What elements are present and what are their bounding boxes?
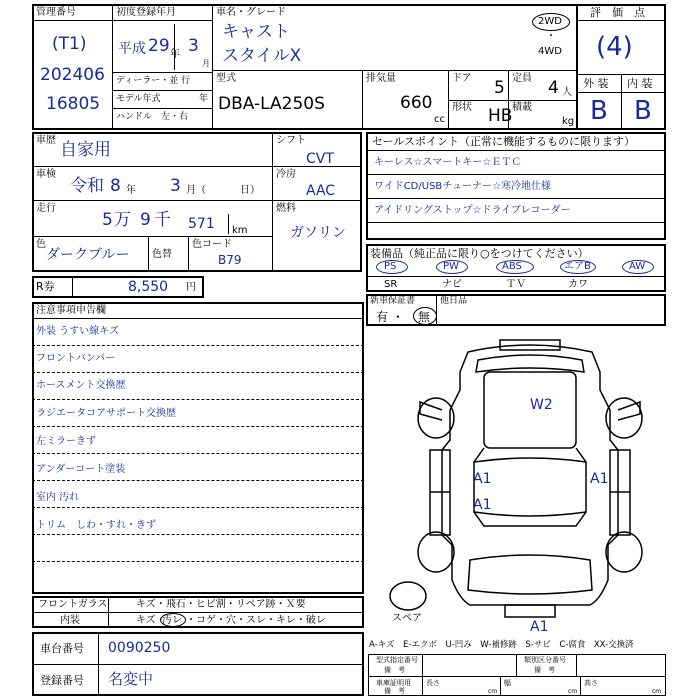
kanri-num1: 202406 <box>40 65 105 85</box>
kanri-code: (T1) <box>52 34 87 54</box>
model-year-label: モデル年式 <box>116 94 161 104</box>
interior-options-after: ・コゲ・穴・スレ・キレ・破レ <box>186 615 326 626</box>
glass-options: キズ・飛石・ヒビ割・リペア跡・Ｘ要 <box>136 599 306 610</box>
hyoka-label: 評 価 点 <box>590 6 645 19</box>
sales-line-3: アイドリングストップ☆ドライブレコーダー <box>374 205 571 216</box>
haiki-unit: cc <box>434 114 445 125</box>
car-name: キャスト <box>222 22 290 42</box>
shaken-month-unit: 月（ <box>186 185 206 196</box>
gaiso: B <box>590 96 608 126</box>
bikou-3: 備 考 <box>384 687 405 695</box>
model-year-unit: 年 <box>199 94 209 104</box>
note-line-4: ラジエータコアサポート交換歴 <box>36 408 176 419</box>
shaken-year-unit: 年 <box>126 185 136 196</box>
katashiki-label: 型式 <box>216 73 236 84</box>
color-label: 色 <box>36 239 46 250</box>
sales-line-1: キーレス☆スマートキー☆ＥＴＣ <box>374 157 522 168</box>
eq-sr: SR <box>384 279 398 290</box>
note-line-5: 左ミラーきず <box>36 436 96 447</box>
equipment-title: 装備品（純正品に限り○をつけてください） <box>370 247 589 260</box>
first-reg-era: 平成 <box>118 41 146 57</box>
color: ダークブルー <box>46 247 130 263</box>
damage-a1-bottom: A1 <box>530 619 549 635</box>
man-unit: 万 <box>114 210 131 230</box>
note-line-6: アンダーコート塗装 <box>36 464 126 475</box>
notes-title: 注意事項申告欄 <box>36 305 106 316</box>
damage-legend: A-キズ E-エクボ U-凹み W-補修跡 S-サビ C-腐食 XX-交換済 <box>369 640 634 650</box>
interior-label: 内装 <box>60 615 80 626</box>
shaken-month: 3 <box>170 176 181 196</box>
eq-airb: エアB <box>564 261 591 272</box>
type-label-2: 類別区分番号 <box>524 656 566 664</box>
damage-a1-right: A1 <box>590 471 609 487</box>
year-unit: 年 <box>170 49 180 60</box>
note-line-1: 外装 うすい線キズ <box>36 326 119 337</box>
teiin: 4 <box>548 78 559 98</box>
shift-label: シフト <box>276 135 306 146</box>
eq-ps: PS <box>384 261 397 272</box>
interior-options-before: キズ・ <box>136 615 166 626</box>
width-label: 幅 <box>504 679 511 687</box>
warranty-selected: 無 <box>418 310 431 324</box>
warranty-label: 新車保証書 <box>370 296 416 306</box>
soko-rest: 571 <box>188 216 215 232</box>
height-unit: cm <box>652 688 662 695</box>
hinichi-label: 他日品 <box>440 296 468 306</box>
bikou-1: 備 考 <box>384 666 405 674</box>
keijo: HB <box>488 106 513 126</box>
glass-label: フロントガラス <box>38 599 108 610</box>
katashiki: DBA-LA250S <box>218 94 325 114</box>
sales-title: セールスポイント（正常に機能するものに限ります） <box>372 135 636 148</box>
eq-tv: ＴＶ <box>506 279 526 290</box>
shaken-era: 令和 <box>70 176 104 196</box>
drive-4wd: 4WD <box>538 46 562 57</box>
note-line-7: 室内 汚れ <box>36 492 80 503</box>
note-line-2: フロントバンパー <box>36 353 116 364</box>
haiki: 660 <box>400 93 433 113</box>
hyoka: (4) <box>596 32 633 62</box>
proof-label: 車庫証明用 <box>376 679 411 687</box>
soko-label: 走行 <box>36 203 56 214</box>
shaken-day-unit: 日） <box>240 185 260 196</box>
drive-dot: ・ <box>546 31 556 42</box>
bikou-2: 備 考 <box>534 666 555 674</box>
door-label: ドア <box>452 73 472 84</box>
gaiso-label: 外 装 <box>583 77 609 90</box>
soko-sen: 9 <box>140 210 151 230</box>
first-reg-label: 初度登録年月 <box>116 7 176 18</box>
rekishi: 自家用 <box>60 140 111 160</box>
damage-w2: W2 <box>530 397 553 413</box>
naiso-label: 内 装 <box>627 77 653 90</box>
spare-label: スペア <box>392 613 422 624</box>
registration-value: 名変中 <box>108 670 154 688</box>
shift: CVT <box>306 151 334 167</box>
sales-line-2: ワイドCD/USBチューナー☆寒冷地仕様 <box>374 181 551 192</box>
rekishi-label: 車歴 <box>36 135 56 146</box>
sen-unit: 千 <box>154 210 171 230</box>
rken-label: R券 <box>36 280 55 293</box>
haiki-label: 排気量 <box>366 73 396 84</box>
nenryo: ガソリン <box>290 225 346 241</box>
eq-aw: AW <box>629 261 646 272</box>
dealer-label: ディーラー・並 行 <box>116 76 191 86</box>
note-line-3: ホースメント交換歴 <box>36 380 126 391</box>
note-line-8: トリム しわ・すれ・きず <box>36 520 156 531</box>
naiso: B <box>634 96 652 126</box>
handle-label: ハンドル 左・右 <box>116 112 189 122</box>
chassis-label: 車台番号 <box>40 642 84 655</box>
damage-a1-left2: A1 <box>473 497 492 513</box>
type-label-1: 型式指定番号 <box>376 656 418 664</box>
car-name-label: 車名・グレード <box>216 7 286 18</box>
sekisai-unit: kg <box>562 116 575 127</box>
shaken-label: 車検 <box>36 169 56 180</box>
length-label: 長さ <box>426 679 440 687</box>
grade: スタイルX <box>222 46 302 66</box>
teiin-unit: 人 <box>562 87 572 98</box>
color-code: B79 <box>218 253 242 267</box>
keijo-label: 形状 <box>452 102 472 113</box>
length-unit: cm <box>488 688 498 695</box>
shaken-year: 8 <box>110 176 121 196</box>
width-unit: cm <box>568 688 578 695</box>
sekisai-label: 積載 <box>512 102 532 113</box>
eq-pw: PW <box>443 261 459 272</box>
door: 5 <box>494 78 505 98</box>
nenryo-label: 燃料 <box>276 203 296 214</box>
kanri-num2: 16805 <box>46 94 101 114</box>
drive-2wd: 2WD <box>538 16 562 27</box>
soko-man: 5 <box>102 210 113 230</box>
irokae-label: 色替 <box>152 249 172 260</box>
teiin-label: 定員 <box>512 73 532 84</box>
reibo-label: 冷房 <box>276 169 296 180</box>
height-label: 高さ <box>584 679 598 687</box>
eq-abs: ABS <box>502 261 522 272</box>
rken-unit: 円 <box>186 282 196 293</box>
reibo: AAC <box>306 183 336 199</box>
kanri-label: 管理番号 <box>36 7 76 18</box>
eq-navi: ナビ <box>442 279 462 290</box>
damage-a1-left: A1 <box>473 471 492 487</box>
first-reg-year: 29 <box>148 36 170 56</box>
color-code-label: 色コード <box>192 239 232 250</box>
month-unit: 月 <box>202 59 210 68</box>
rken-value: 8,550 <box>128 279 169 295</box>
first-reg-month: 3 <box>188 36 199 56</box>
warranty-options: 有 ・ <box>376 310 404 324</box>
km-unit: km <box>232 225 248 236</box>
eq-kawa: カワ <box>568 279 588 290</box>
interior-selected: 汚レ <box>162 615 182 626</box>
registration-label: 登録番号 <box>40 674 84 687</box>
chassis-value: 0090250 <box>108 640 171 656</box>
